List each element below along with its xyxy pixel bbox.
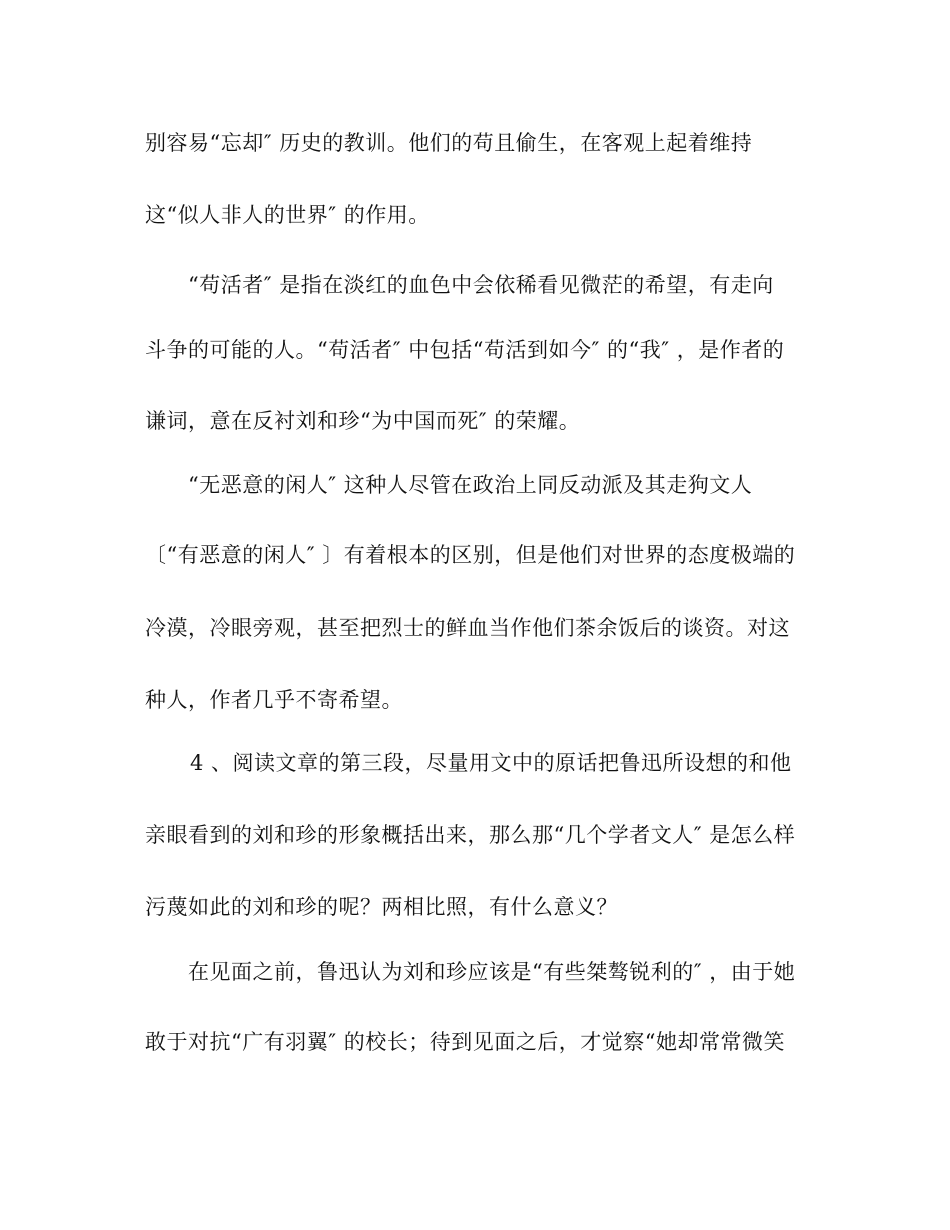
text-line: 亲眼看到的刘和珍的形象概括出来，那么那“几个学者文人″ 是怎么样 — [145, 823, 796, 847]
text-line: 别容易“忘却″ 历史的教训。他们的苟且偷生，在客观上起着维持 — [145, 131, 753, 155]
text-line: 谦词，意在反衬刘和珍“为中国而死″ 的荣耀。 — [145, 409, 581, 433]
text-line: 这“似人非人的世界″ 的作用。 — [145, 203, 430, 227]
paragraph-start-line: 在见面之前，鲁迅认为刘和珍应该是“有些桀骜锐利的″ ，由于她 — [188, 960, 796, 984]
text-line: 污蔑如此的刘和珍的呢？两相比照，有什么意义？ — [145, 895, 618, 919]
question-line: 4 、阅读文章的第三段，尽量用文中的原话把鲁迅所设想的和他 — [190, 751, 792, 775]
paragraph-start-line: “苟活者″ 是指在淡红的血色中会依稀看见微茫的希望，有走向 — [188, 273, 774, 297]
text-line: 敢于对抗“广有羽翼″ 的校长；待到见面之后，才觉察“她却常常微笑 — [145, 1030, 785, 1054]
text-line: 〔“有恶意的闲人″ 〕有着根本的区别，但是他们对世界的态度极端的 — [145, 543, 796, 567]
text-line: 冷漠，冷眼旁观，甚至把烈士的鲜血当作他们茶余饭后的谈资。对这 — [145, 616, 790, 640]
text-line: 斗争的可能的人。“苟活者″ 中包括“苟活到如今″ 的“我″ ，是作者的 — [145, 338, 785, 362]
text-line: 种人，作者几乎不寄希望。 — [145, 688, 403, 712]
paragraph-start-line: “无恶意的闲人″ 这种人尽管在政治上同反动派及其走狗文人 — [188, 473, 753, 497]
